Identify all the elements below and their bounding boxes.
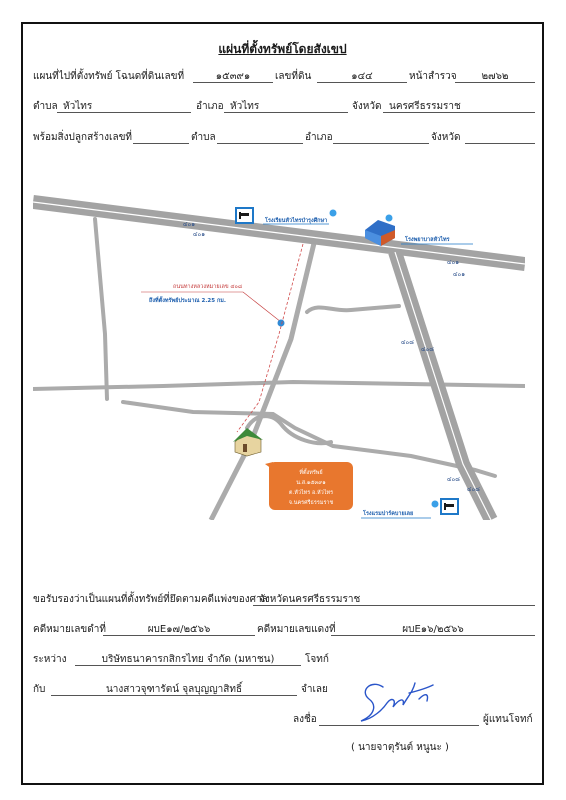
with-label: กับ: [33, 684, 46, 695]
plaintiff-value: บริษัทธนาคารกสิกรไทย จำกัด (มหาชน): [75, 652, 301, 666]
province-label: จังหวัด: [352, 101, 382, 112]
building-district-label: อำเภอ: [305, 132, 333, 143]
land-number: ๑๔๔: [317, 69, 407, 83]
plaintiff-role: โจทก์: [305, 654, 329, 665]
defendant-row: [33, 682, 538, 698]
black-case-number: ผบE๑๗/๒๕๖๖: [103, 622, 255, 636]
survey-page-label: หน้าสำรวจ: [409, 71, 457, 82]
deed-label: แผนที่ไปที่ตั้งทรัพย์ โฉนดที่ดินเลขที่: [33, 71, 185, 82]
school-pin-icon: [330, 210, 337, 217]
building-row: [33, 130, 538, 146]
between-label: ระหว่าง: [33, 654, 67, 665]
callout-line-2: น.ส.๑๕๓๙๑: [296, 480, 326, 486]
hotel-label: โรงแรมปาร์คบายเลย: [363, 511, 414, 517]
map-svg: [33, 174, 525, 520]
distance-line-1: ถนนทางหลวงหมายเลข ๔๐๘: [173, 284, 243, 290]
signer-name: ( นายจาตุรันต์ หนูนะ ): [351, 742, 449, 753]
school-label: โรงเรียนหัวไทรบำรุงศึกษา: [265, 218, 328, 224]
location-row: [33, 99, 538, 115]
court-value: จังหวัดนครศรีธรรมราช: [253, 592, 535, 606]
signature-path: [361, 683, 433, 721]
distance-pin-icon: [278, 320, 285, 327]
building-province-label: จังหวัด: [431, 132, 461, 143]
hotel-marker: [361, 499, 458, 518]
deed-row: [33, 69, 538, 85]
school-icon-post: [239, 212, 241, 219]
callout-line-1: ที่ตั้งทรัพย์: [299, 470, 323, 476]
callout-line-4: จ.นครศรีธรรมราช: [288, 500, 334, 506]
black-case-label: คดีหมายเลขดำที่: [33, 624, 106, 635]
building-subdistrict-label: ตำบล: [191, 132, 216, 143]
hotel-icon-post: [444, 503, 446, 510]
land-no-label: เลขที่ดิน: [275, 71, 312, 82]
building-no-value: [133, 130, 189, 144]
certify-row: [33, 592, 538, 608]
signature-role: ผู้แทนโจทก์: [483, 714, 533, 725]
hospital-marker: [365, 215, 473, 247]
hotel-icon-bed: [445, 504, 454, 507]
property-marker: [233, 428, 353, 510]
building-province-value: [465, 130, 535, 144]
building-district-value: [333, 130, 429, 144]
defendant-role: จำเลย: [301, 684, 328, 695]
building-subdistrict-value: [217, 130, 303, 144]
survey-page-number: ๒๗๖๒: [455, 69, 535, 83]
red-case-label: คดีหมายเลขแดงที่: [257, 624, 336, 635]
province-value: นครศรีธรรมราช: [383, 99, 535, 113]
case-row: [33, 622, 538, 638]
defendant-value: นางสาวจุฑารัตน์ จุลบุญญาสิทธิ์: [51, 682, 297, 696]
house-door-icon: [243, 444, 247, 452]
building-no-label: พร้อมสิ่งปลูกสร้างเลขที่: [33, 132, 133, 143]
certify-label: ขอรับรองว่าเป็นแผนที่ตั้งทรัพย์ที่ยึดตามคดีแพ่งของศาล: [33, 594, 268, 605]
road-label-right-b: ๔๐๑: [453, 271, 466, 278]
road-label-top-a: ๔๐๑: [183, 221, 196, 228]
hotel-pin-icon: [432, 501, 439, 508]
subdistrict-value: หัวไทร: [57, 99, 191, 113]
sign-label: ลงชื่อ: [293, 714, 317, 725]
distance-annotation: [141, 244, 303, 432]
road-label-low-a: ๔๐๘: [447, 476, 460, 483]
document-page: [21, 22, 544, 785]
subdistrict-label: ตำบล: [33, 101, 58, 112]
road-label-top-b: ๔๐๑: [193, 231, 206, 238]
district-label: อำเภอ: [196, 101, 224, 112]
document-title: แผ่นที่ตั้งทรัพย์โดยสังเขป: [218, 42, 347, 56]
road-label-right-a: ๔๐๑: [447, 259, 460, 266]
distance-pointer: [243, 292, 281, 322]
distance-line-2: ถึงที่ตั้งทรัพย์ประมาณ 2.25 กม.: [149, 298, 226, 304]
deed-number: ๑๕๓๙๑: [193, 69, 273, 83]
callout-line-3: ต.หัวไทร อ.หัวไทร: [288, 490, 334, 496]
location-map: [33, 174, 525, 520]
highway-401: [33, 202, 525, 264]
minor-road-loop-top: [307, 306, 399, 312]
red-case-number: ผบE๑๖/๒๕๖๖: [331, 622, 535, 636]
road-label-low-b: ๔๐๘: [467, 486, 480, 493]
minor-road-west: [95, 219, 107, 399]
road-label-diag-b: ๔๐๘: [421, 346, 434, 353]
plaintiff-row: [33, 652, 538, 668]
school-marker: [236, 208, 337, 224]
highway-401-divider: [33, 202, 525, 264]
school-icon-bed: [240, 213, 249, 216]
district-value: หัวไทร: [224, 99, 348, 113]
hospital-label: โรงพยาบาลหัวไทร: [405, 237, 450, 243]
hospital-pin-icon: [386, 215, 393, 222]
road-label-diag-a: ๔๐๘: [401, 339, 414, 346]
signature-scribble: [353, 669, 453, 729]
